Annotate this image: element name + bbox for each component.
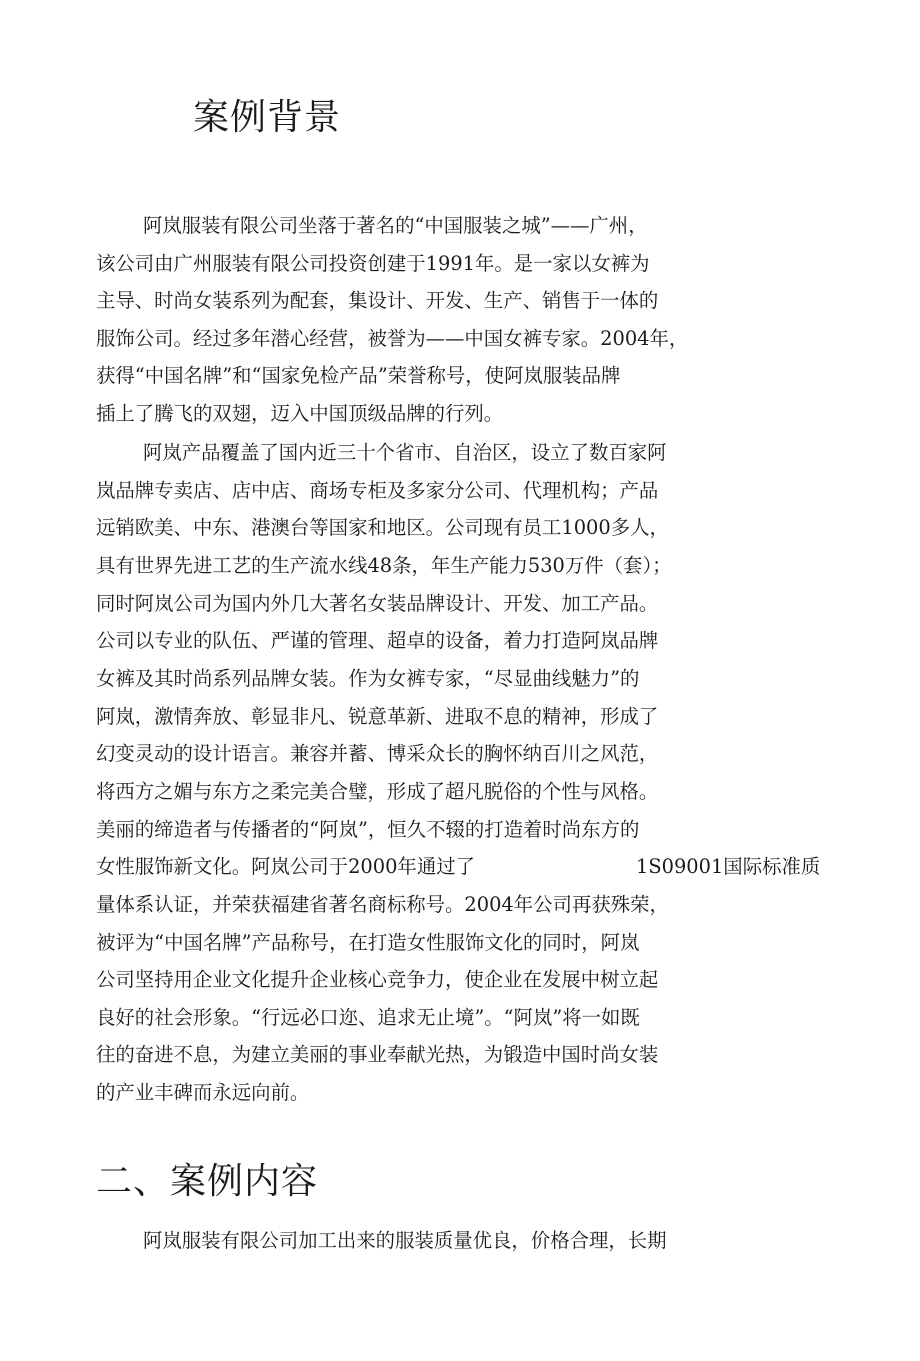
text-line: 阿岚服装有限公司加工出来的服装质量优良，价格合理，长期: [143, 1229, 667, 1252]
text-line: 服饰公司。经过多年潜心经营，被誉为——中国女裤专家。2004年，: [96, 327, 689, 350]
text-line: 公司坚持用企业文化提升企业核心竞争力，使企业在发展中树立起: [96, 968, 659, 991]
text-line: 将西方之媚与东方之柔完美合璧，形成了超凡脱俗的个性与风格。: [96, 780, 659, 803]
text-line: 同时阿岚公司为国内外几大著名女装品牌设计、开发、加工产品。: [96, 592, 659, 615]
section-title-case-content: 二、案例内容: [96, 1161, 319, 1202]
text-line: 主导、时尚女装系列为配套，集设计、开发、生产、销售于一体的: [96, 289, 659, 312]
text-line: 远销欧美、中东、港澳台等国家和地区。公司现有员工1000多人，: [96, 516, 669, 539]
text-line: 女裤及其时尚系列品牌女装。作为女裤专家，“尽显曲线魅力”的: [96, 667, 640, 690]
text-line: 具有世界先进工艺的生产流水线48条，年生产能力530万件（套）；: [96, 554, 672, 577]
text-line: 阿岚，激情奔放、彰显非凡、锐意革新、进取不息的精神，形成了: [96, 705, 659, 728]
text-line: 公司以专业的队伍、严谨的管理、超卓的设备，着力打造阿岚品牌: [96, 629, 659, 652]
text-line: 美丽的缔造者与传播者的“阿岚”，恒久不辍的打造着时尚东方的: [96, 818, 640, 841]
text-line: 阿岚服装有限公司坐落于著名的“中国服装之城”——广州，: [143, 214, 648, 237]
text-line: 往的奋进不息，为建立美丽的事业奉献光热，为锻造中国时尚女装: [96, 1043, 659, 1066]
text-line: 该公司由广州服装有限公司投资创建于1991年。是一家以女裤为: [96, 252, 650, 275]
text-line: 阿岚产品覆盖了国内近三十个省市、自治区，设立了数百家阿: [143, 441, 667, 464]
text-line: 的产业丰碑而永远向前。: [96, 1081, 310, 1104]
text-line: 岚品牌专卖店、店中店、商场专柜及多家分公司、代理机构；产品: [96, 479, 659, 502]
text-line: 被评为“中国名牌”产品称号，在打造女性服饰文化的同时，阿岚: [96, 931, 640, 954]
text-line: 良好的社会形象。“行远必口迩、追求无止境”。“阿岚”将一如既: [96, 1006, 640, 1029]
text-line: 量体系认证，并荣获福建省著名商标称号。2004年公司再获殊荣，: [96, 893, 669, 916]
text-line: 获得“中国名牌”和“国家免检产品”荣誉称号，使阿岚服装品牌: [96, 364, 621, 387]
text-segment: 1S09001国际标准质: [636, 855, 821, 878]
text-line-with-gap: [96, 855, 836, 879]
text-line: 插上了腾飞的双翅，迈入中国顶级品牌的行列。: [96, 402, 504, 425]
text-segment: 女性服饰新文化。阿岚公司于2000年通过了: [96, 855, 475, 878]
text-line: 幻变灵动的设计语言。兼容并蓄、博采众长的胸怀纳百川之风范，: [96, 742, 659, 765]
section-title-background: 案例背景: [193, 97, 342, 138]
